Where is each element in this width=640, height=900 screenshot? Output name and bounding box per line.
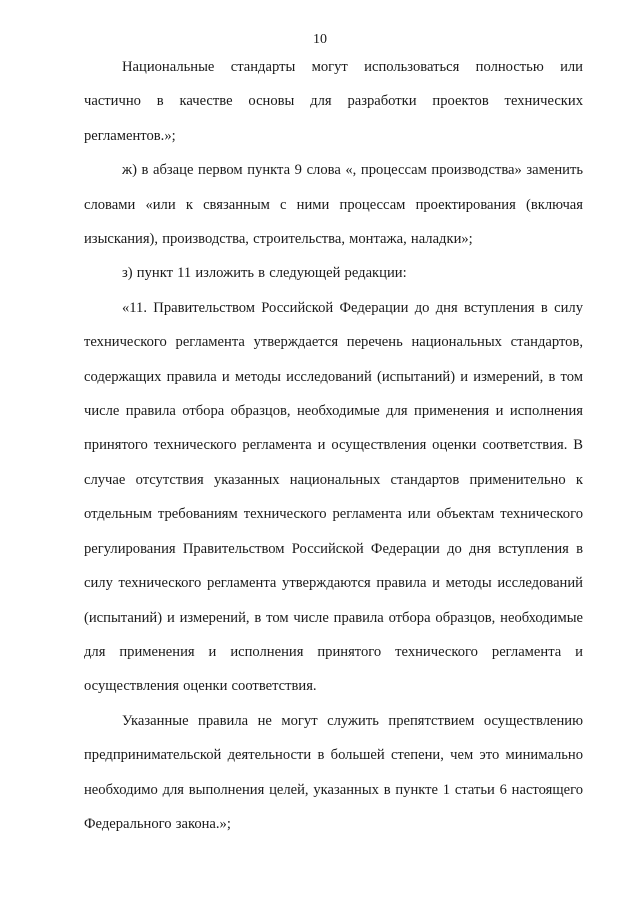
paragraph-rules-restriction: Указанные правила не могут служить препятствием осуществлению предпринимательской деятельности в большей степени, чем это минимально необходимо для выполнения целей, указанных в пункте 1 статьи 6 настоящего Федерального закона.»; (84, 712, 583, 832)
paragraph-clause-11: «11. Правительством Российской Федерации до дня вступления в силу технического регламента утверждается перечень национальных стандартов, содержащих правила и методы исследований (испытаний) и измерений, в том числе правила отбора образцов, необходимые для применения и исполнения принятого технического регламента и осуществления оценки соответствия. В случае отсутствия указанных национальных стандартов применительно к отдельным требованиям технического регламента или объектам технического регулирования Правительством Российской Федерации до дня вступления в силу технического регламента утверждаются правила и методы исследований (испытаний) и измерений, в том числе правила отбора образцов, необходимые для применения и исполнения принятого технического регламента и осуществления оценки соответствия. (84, 299, 583, 695)
paragraph-national-standards: Национальные стандарты могут использоваться полностью или частично в качестве основы для разработки проектов технических регламентов.»; (84, 59, 583, 144)
page-number: 10 (313, 32, 327, 47)
document-body (84, 50, 583, 841)
paragraph-amendment-zh: ж) в абзаце первом пункта 9 слова «, процессам производства» заменить словами «или к связанным с ними процессам проектирования (включая изыскания), производства, строительства, монтажа, наладки»; (84, 162, 583, 248)
paragraph-amendment-z: з) пункт 11 изложить в следующей редакции: (122, 265, 407, 282)
